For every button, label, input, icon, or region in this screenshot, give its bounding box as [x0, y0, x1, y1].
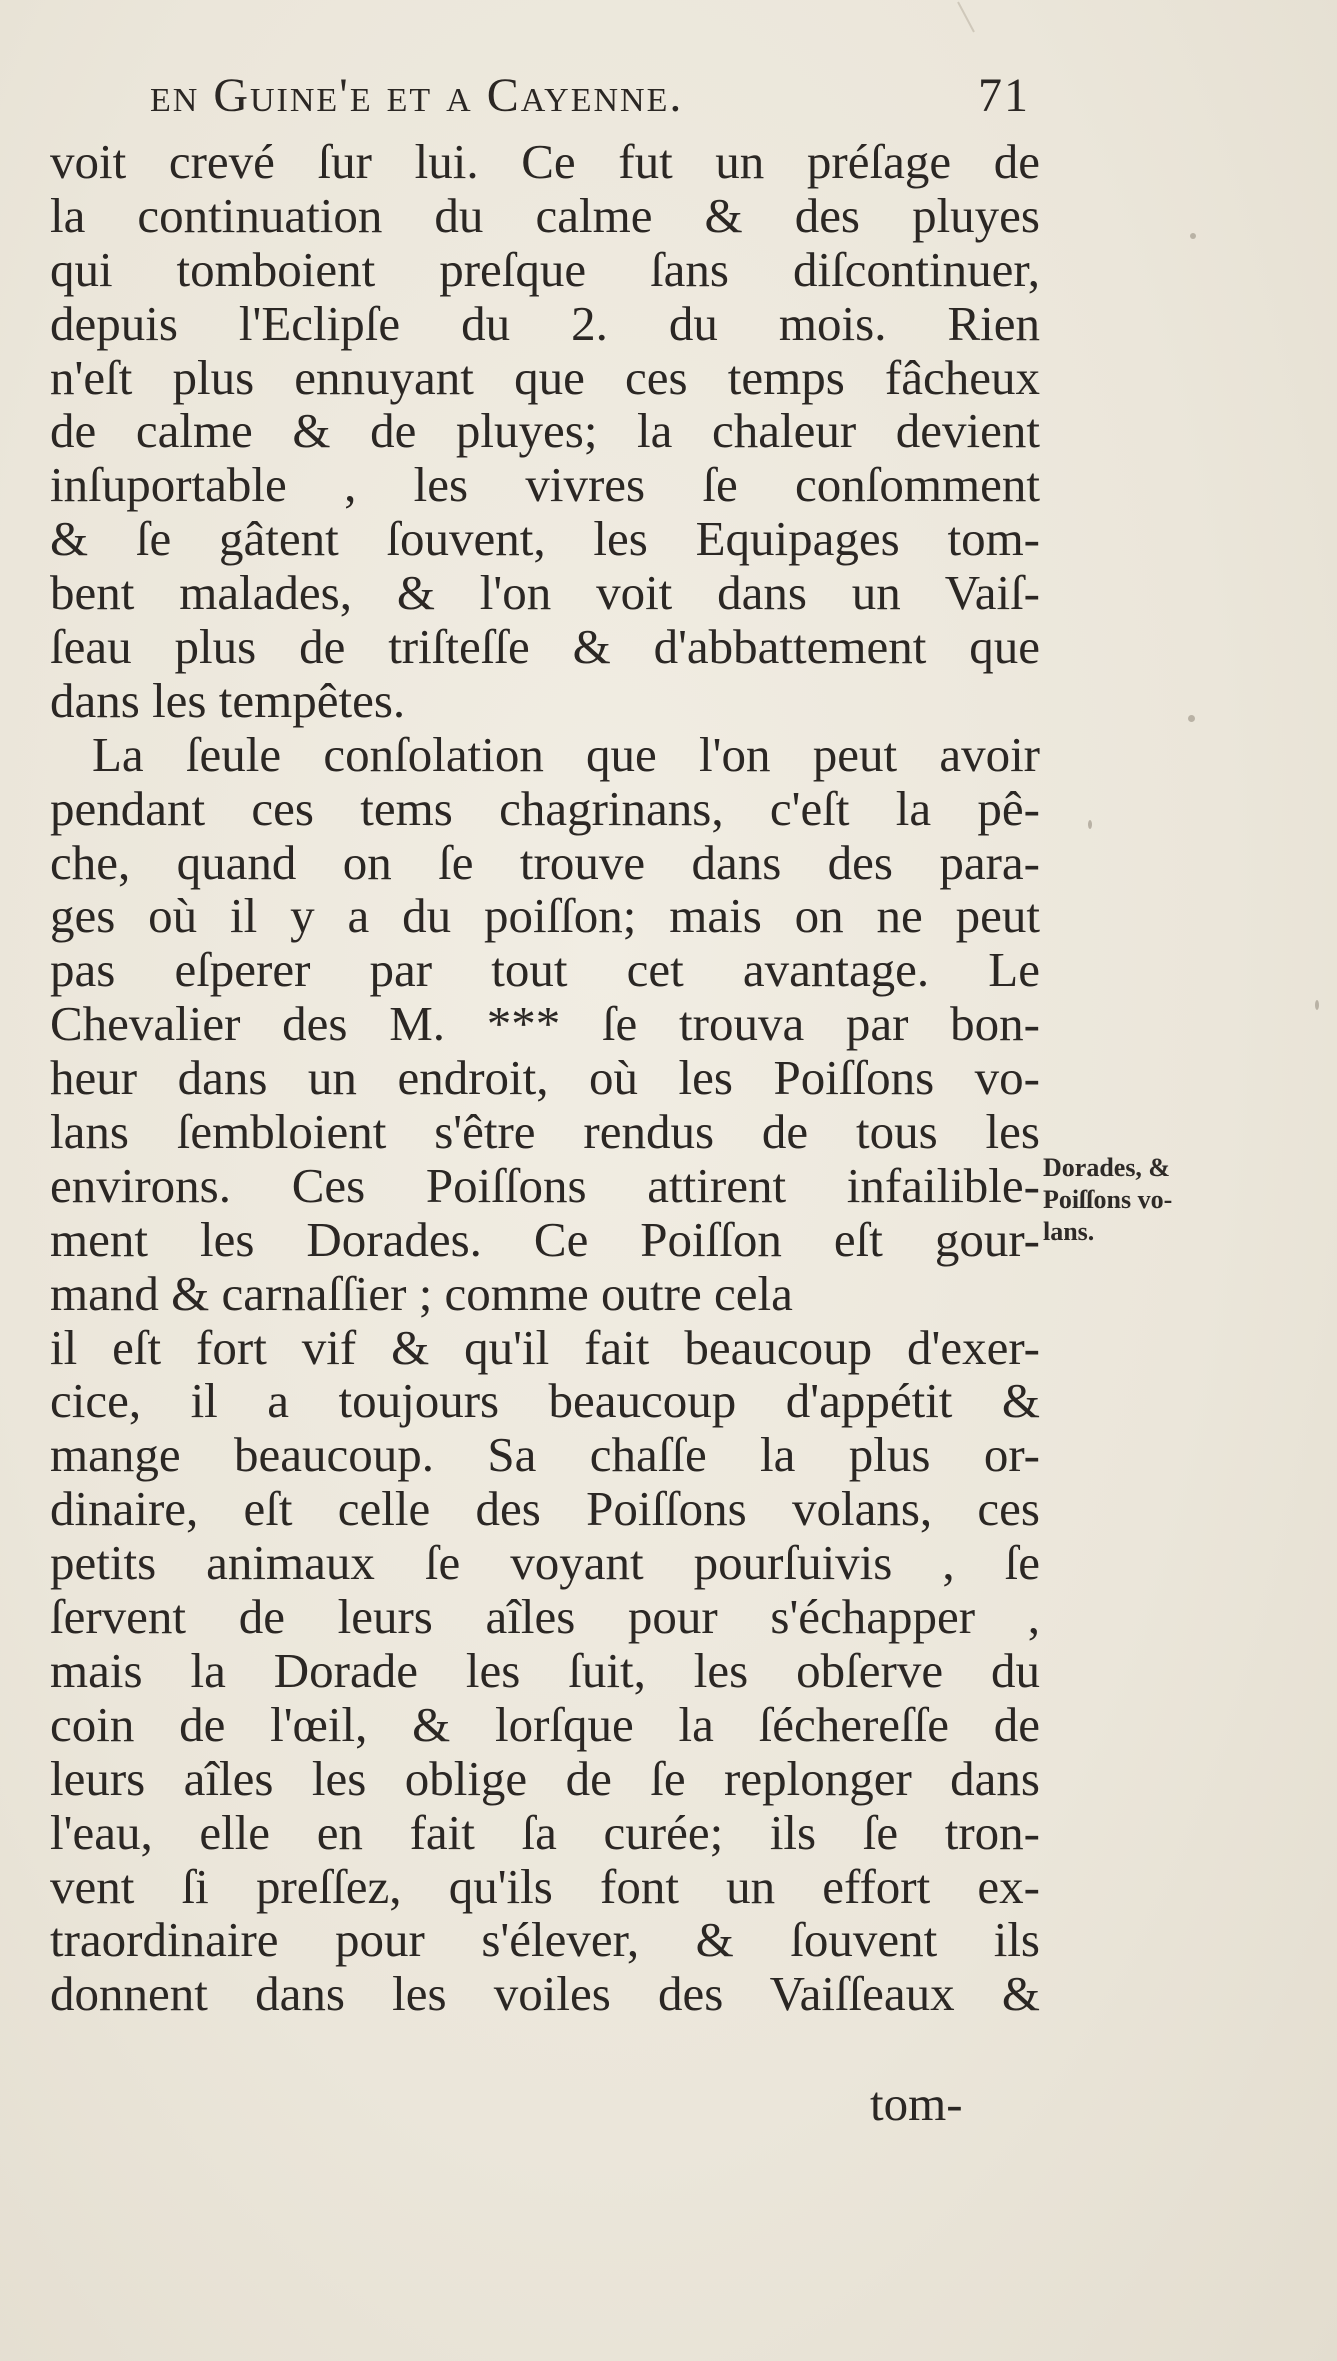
page-number: 71: [978, 69, 1030, 122]
page-edge-mark: [957, 2, 975, 33]
margin-note: [1043, 1152, 1283, 1248]
paper-speck: [1315, 1000, 1319, 1010]
paper-speck: [1088, 820, 1092, 829]
text-line: & ſe gâtent ſouvent, les Equipages tom-: [50, 511, 1040, 567]
text-line: coin de l'œil, & lorſque la ſécherеſſe de: [50, 1696, 1040, 1752]
text-line: n'eſt plus ennuyant que ces temps fâcheux: [50, 349, 1040, 405]
text-line: mand & carnaſſier ; comme outre cela: [50, 1265, 793, 1321]
text-line: vent ſi preſſez, qu'ils font un effort ex-: [50, 1858, 1040, 1914]
text-line: dans les tempêtes.: [50, 672, 406, 728]
text-line: ſeau plus de triſteſſe & d'abbattement que: [50, 619, 1040, 675]
text-line: cice, il a toujours beaucoup d'appétit &: [50, 1373, 1040, 1429]
text-line: pendant ces tems chagrinans, c'eſt la pê-: [50, 780, 1040, 836]
text-line: petits animaux ſe voyant pourſuivis , ſe: [50, 1535, 1040, 1591]
text-line: inſuportable , les vivres ſe conſomment: [50, 457, 1040, 513]
text-line: ſervent de leurs aîles pour s'échapper ,: [50, 1589, 1040, 1645]
text-line: leurs aîles les oblige de ſe replonger dans: [50, 1750, 1040, 1806]
text-line: traordinaire pour s'élever, & ſouvent ils: [50, 1912, 1040, 1968]
text-line: l'eau, elle en fait ſa curée; ils ſe tron-: [50, 1804, 1040, 1860]
text-line: lans ſembloient s'être rendus de tous les: [50, 1104, 1040, 1160]
catchword: tom-: [870, 2076, 963, 2131]
paper-speck: [1190, 233, 1196, 239]
text-line: Chevalier des M. *** ſe trouva par bon-: [50, 996, 1040, 1052]
text-line: La ſeule conſolation que l'on peut avoir: [92, 726, 1040, 782]
text-line: che, quand on ſe trouve dans des para-: [50, 834, 1040, 890]
text-line: la continuation du calme & des pluyes: [50, 187, 1040, 243]
text-line: environs. Ces Poiſſons attirent infailible-: [50, 1157, 1040, 1213]
text-line: pas eſperer par tout cet avantage. Le: [50, 942, 1040, 998]
text-line: bent malades, & l'on voit dans un Vaiſ-: [50, 565, 1040, 621]
text-line: heur dans un endroit, où les Poiſſons vo-: [50, 1050, 1040, 1106]
text-line: qui tomboient preſque ſans diſcontinuer,: [50, 241, 1040, 297]
paper-speck: [1188, 715, 1195, 722]
text-line: donnent dans les voiles des Vaiſſeaux &: [50, 1966, 1040, 2022]
page-header: [150, 62, 1030, 132]
text-line: voit crevé ſur lui. Ce fut un préſage de: [50, 134, 1040, 189]
text-line: dinaire, eſt celle des Poiſſons volans, ces: [50, 1481, 1040, 1537]
text-line: mange beaucoup. Sa chaſſe la plus or-: [50, 1427, 1040, 1483]
margin-note-line: Dorades, &: [1043, 1153, 1171, 1182]
text-line: mais la Dorade les ſuit, les obſerve du: [50, 1642, 1040, 1698]
running-title: en Guine'e et a Cayenne.: [150, 69, 684, 122]
text-line: il eſt fort vif & qu'il fait beaucoup d'exer-: [50, 1319, 1040, 1375]
text-line: ges où il y a du poiſſon; mais on ne peut: [50, 888, 1040, 944]
text-line: de calme & de pluyes; la chaleur devient: [50, 403, 1040, 459]
margin-note-line: Poiſſons vo-: [1043, 1185, 1173, 1214]
margin-note-line: lans.: [1043, 1217, 1095, 1246]
text-line: ment les Dorades. Ce Poiſſon eſt gour-: [50, 1211, 1040, 1267]
text-line: depuis l'Eclipſe du 2. du mois. Rien: [50, 295, 1040, 351]
body-text: [50, 135, 1040, 2021]
